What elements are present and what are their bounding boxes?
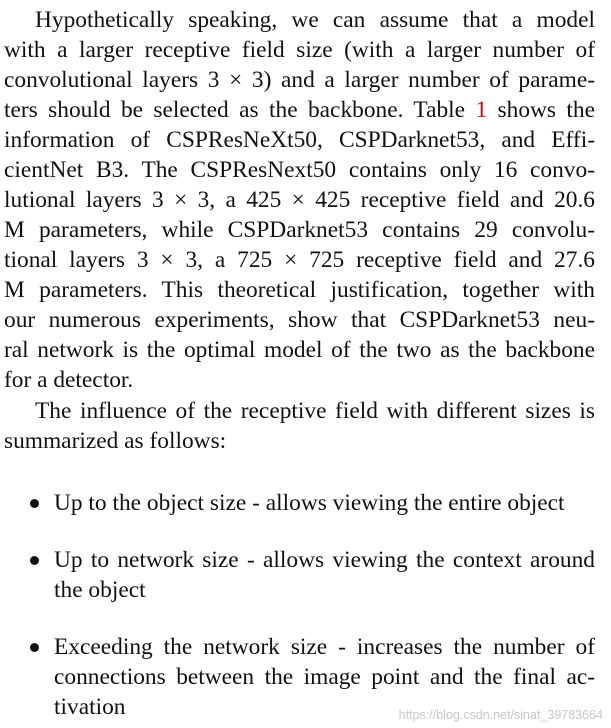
paragraph-1-line-5: information of CSPResNeXt50, CSPDarknet53, and Effi- bbox=[4, 127, 595, 153]
bullet-3-line-3: tivation bbox=[54, 694, 126, 720]
paragraph-1-line-4 bbox=[4, 95, 595, 125]
bullet-2-line-2: the object bbox=[54, 577, 146, 603]
bullet-icon bbox=[30, 499, 39, 508]
paragraph-1-line-7: lutional layers 3 × 3, a 425 × 425 receptive field and 20.6 bbox=[4, 187, 595, 213]
bullet-3-line-1: Exceeding the network size - increases the number of bbox=[54, 634, 595, 660]
paragraph-1-line-1: Hypothetically speaking, we can assume that a model bbox=[35, 7, 595, 33]
bullet-icon bbox=[30, 556, 39, 565]
paragraph-1-line-6: cientNet B3. The CSPResNext50 contains only 16 convo- bbox=[4, 157, 595, 183]
paragraph-1-line-2: with a larger receptive field size (with a larger number of bbox=[4, 37, 595, 63]
paragraph-1-line-10: M parameters. This theoretical justification, together with bbox=[4, 277, 595, 303]
line-4-text-b: shows the bbox=[487, 97, 595, 123]
table-reference-link[interactable]: 1 bbox=[475, 97, 488, 123]
paragraph-1-line-13: for a detector. bbox=[4, 367, 134, 393]
paragraph-1-line-3: convolutional layers 3 × 3) and a larger number of parame- bbox=[4, 67, 595, 93]
paragraph-1-line-12: ral network is the optimal model of the two as the backbone bbox=[4, 337, 595, 363]
bullet-icon bbox=[30, 643, 39, 652]
paragraph-1-line-8: M parameters, while CSPDarknet53 contains 29 convolu- bbox=[4, 217, 595, 243]
paragraph-2-line-2: summarized as follows: bbox=[4, 428, 227, 454]
paragraph-1-line-9: tional layers 3 × 3, a 725 × 725 receptive field and 27.6 bbox=[4, 247, 595, 273]
line-4-text-a: ters should be selected as the backbone. Table bbox=[4, 97, 476, 123]
paragraph-2-line-1: The influence of the receptive field with different sizes is bbox=[35, 398, 595, 424]
bullet-1-line-1: Up to the object size - allows viewing the entire object bbox=[54, 490, 565, 516]
watermark-text: https://blog.csdn.net/sinat_39783664 bbox=[398, 708, 603, 722]
bullet-3-line-2: connections between the image point and the final ac- bbox=[54, 664, 595, 690]
bullet-2-line-1: Up to network size - allows viewing the context around bbox=[54, 547, 595, 573]
paragraph-1-line-11: our numerous experiments, show that CSPDarknet53 neu- bbox=[4, 307, 595, 333]
